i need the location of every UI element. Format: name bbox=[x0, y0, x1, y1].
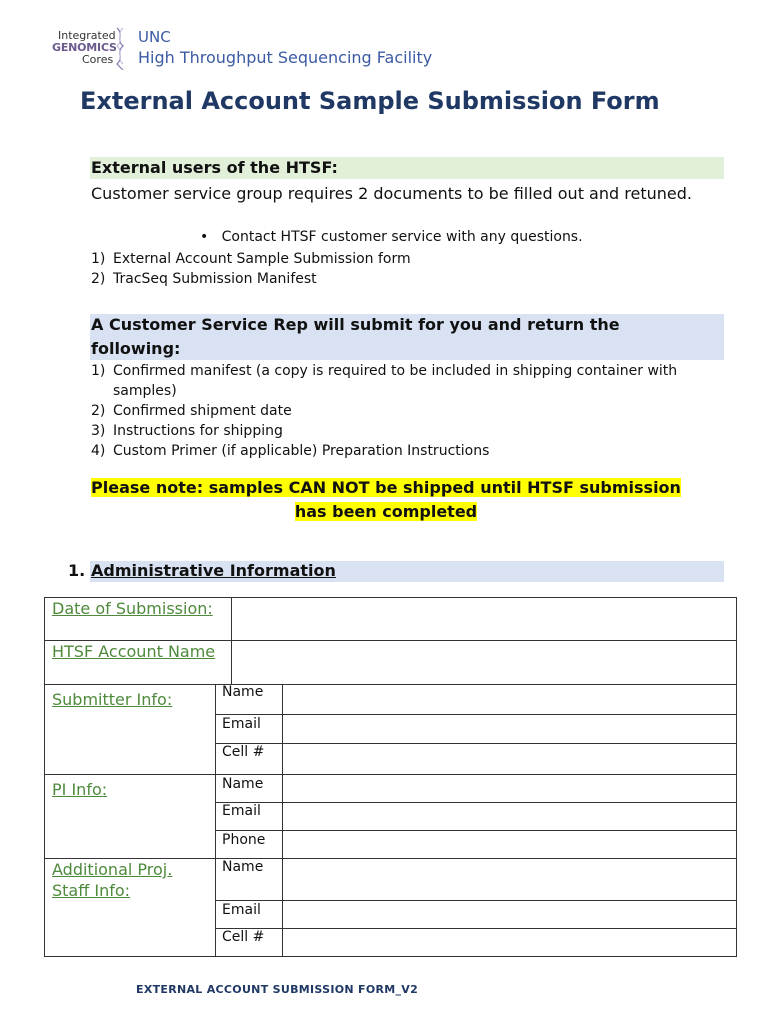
pi-phone-field[interactable] bbox=[283, 831, 736, 858]
external-list bbox=[91, 249, 711, 289]
submitter-name-field[interactable] bbox=[283, 685, 736, 714]
list-item: 2) Confirmed shipment date bbox=[91, 403, 292, 419]
htsf-account-name-field[interactable] bbox=[232, 641, 736, 684]
list-item: 2) TracSeq Submission Manifest bbox=[91, 271, 317, 287]
list-item: 3) Instructions for shipping bbox=[91, 423, 283, 439]
submitter-name-label: Name bbox=[222, 684, 264, 700]
bullet-text: Contact HTSF customer service with any questions. bbox=[221, 229, 583, 245]
submitter-cell-field[interactable] bbox=[283, 744, 736, 774]
dna-icon bbox=[114, 26, 126, 70]
pi-info-label: PI Info: bbox=[52, 780, 108, 799]
logo-text-genomics: GENOMICS bbox=[52, 41, 117, 54]
logo-text-integrated: Integrated bbox=[58, 29, 116, 42]
staff-email-label: Email bbox=[222, 902, 261, 918]
rep-list bbox=[91, 361, 731, 461]
staff-name-field[interactable] bbox=[283, 859, 736, 900]
submitter-cell-label: Cell # bbox=[222, 744, 265, 760]
staff-cell-field[interactable] bbox=[283, 929, 736, 956]
table-divider bbox=[215, 684, 216, 956]
staff-cell-label: Cell # bbox=[222, 929, 265, 945]
note-line-2: has been completed bbox=[294, 502, 478, 521]
date-of-submission-field[interactable] bbox=[232, 598, 736, 640]
facility-name: High Throughput Sequencing Facility bbox=[138, 48, 433, 67]
pi-phone-label: Phone bbox=[222, 832, 266, 848]
pi-email-field[interactable] bbox=[283, 803, 736, 830]
date-of-submission-label: Date of Submission: bbox=[52, 599, 213, 618]
staff-info-label: Additional Proj. Staff Info: bbox=[52, 860, 173, 900]
shipping-note bbox=[56, 476, 716, 524]
staff-name-label: Name bbox=[222, 859, 264, 875]
pi-name-field[interactable] bbox=[283, 775, 736, 802]
list-item: 1) External Account Sample Submission form bbox=[91, 251, 411, 267]
htsf-account-name-label: HTSF Account Name bbox=[52, 642, 216, 661]
list-item: 1) Confirmed manifest (a copy is required to be included in shipping container with samples) bbox=[91, 363, 678, 399]
bullet-dot-icon: • bbox=[200, 229, 209, 245]
org-name: UNC bbox=[138, 28, 171, 46]
pi-email-label: Email bbox=[222, 803, 261, 819]
external-bullet bbox=[200, 229, 583, 245]
logo-text-cores: Cores bbox=[82, 53, 114, 66]
external-paragraph: Customer service group requires 2 documents to be filled out and retuned. bbox=[91, 184, 692, 203]
rep-heading: A Customer Service Rep will submit for you and return the following: bbox=[91, 315, 620, 358]
table-border-bottom bbox=[44, 956, 737, 957]
page-footer: EXTERNAL ACCOUNT SUBMISSION FORM_V2 bbox=[136, 983, 419, 996]
table-border-right bbox=[736, 597, 737, 957]
note-line-1: Please note: samples CAN NOT be shipped until HTSF submission bbox=[91, 478, 681, 497]
logo bbox=[52, 24, 127, 70]
submitter-email-label: Email bbox=[222, 716, 261, 732]
submitter-info-label: Submitter Info: bbox=[52, 690, 173, 709]
section-number: 1. bbox=[68, 561, 86, 580]
submitter-email-field[interactable] bbox=[283, 715, 736, 743]
page-title: External Account Sample Submission Form bbox=[80, 87, 660, 115]
staff-email-field[interactable] bbox=[283, 901, 736, 928]
table-border-left bbox=[44, 597, 45, 957]
section-title: Administrative Information bbox=[91, 561, 336, 580]
pi-name-label: Name bbox=[222, 776, 264, 792]
external-heading: External users of the HTSF: bbox=[91, 158, 338, 177]
list-item: 4) Custom Primer (if applicable) Preparation Instructions bbox=[91, 443, 490, 459]
